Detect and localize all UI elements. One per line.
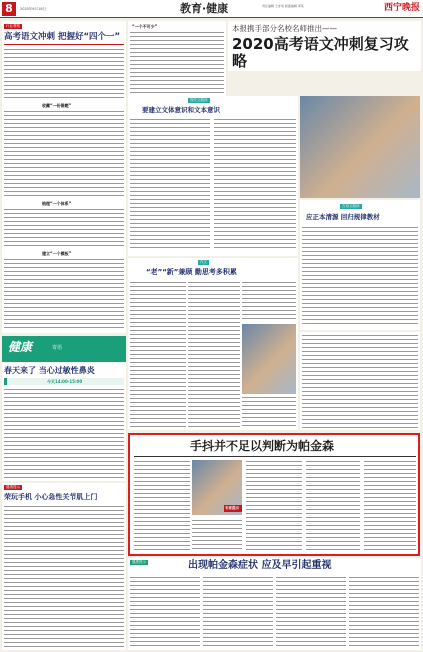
health-title: 春天来了 当心过敏性鼻炎	[4, 366, 95, 375]
feature-kicker: 本报携手部分名校名师推出——	[232, 24, 337, 33]
lower-left-title: 荣玩手机 小心急性关节肌上门	[4, 493, 98, 501]
section-title: 教育·健康	[180, 2, 229, 15]
lower-left-tag: 健康提示	[6, 485, 20, 489]
body-text	[4, 388, 124, 478]
body-text	[306, 460, 360, 552]
subheading: 建立“一个模板”	[42, 251, 72, 256]
health-article	[2, 363, 126, 481]
hotline-bar	[4, 378, 124, 385]
body-text	[4, 48, 124, 100]
photo-caption	[242, 396, 296, 426]
feature-headline	[232, 36, 418, 70]
health-subtitle: 寄语	[52, 345, 63, 351]
student-photo	[242, 324, 296, 394]
body-text	[4, 258, 124, 330]
ancient-poetry-section	[300, 200, 420, 330]
body-text	[192, 519, 242, 552]
body-text	[134, 460, 190, 552]
page-header	[0, 0, 423, 18]
body-text	[349, 576, 419, 648]
page-number: 8	[2, 2, 16, 16]
body-text	[130, 281, 186, 427]
body-text	[276, 576, 346, 648]
expert-badge	[224, 505, 242, 512]
body-text	[302, 334, 418, 428]
essay-title: “老”“新”兼顾 勤思考多积累	[146, 268, 237, 276]
reading-tag: 现代文阅读	[190, 98, 208, 102]
body-text	[242, 281, 296, 321]
classroom-photo	[300, 96, 420, 198]
subheading: 梳理“一个体系”	[42, 201, 72, 206]
lower-left-article	[2, 483, 126, 650]
hotline-time: 今天14:00-15:00	[47, 379, 83, 384]
body-text	[188, 281, 240, 427]
feature-banner	[228, 21, 421, 71]
left-article	[2, 21, 126, 333]
bottom-article-tag: 健康提示	[132, 560, 146, 564]
body-text	[214, 118, 296, 248]
body-text	[4, 208, 124, 248]
reading-title: 要建立文体意识和文本意识	[142, 106, 220, 114]
pull-quote: “一个不可少”	[132, 24, 158, 29]
bottom-article-title: 出现帕金森症状 应及早引起重视	[188, 560, 332, 571]
divider	[134, 456, 416, 457]
editor-credits: 责任编辑 王亦某 版面编辑 李某	[262, 4, 304, 8]
body-text	[246, 460, 302, 552]
health-logo: 健康	[8, 340, 33, 354]
essay-section	[128, 258, 298, 430]
essay-tag: 作文	[200, 260, 207, 264]
expert-badge-label: 专家提示	[225, 506, 239, 510]
bottom-article	[128, 558, 421, 650]
body-text	[302, 226, 418, 326]
left-article-title: 高考语文冲刺 把握好“四个一”	[4, 32, 121, 42]
boxed-title: 手抖并不足以判断为帕金森	[190, 439, 335, 453]
body-text	[4, 110, 124, 198]
highlighted-article-box	[128, 433, 420, 556]
health-banner	[2, 336, 126, 362]
body-text	[130, 576, 200, 648]
left-article-tag: 行业观察	[6, 24, 20, 28]
poetry-tag: 古诗文阅读	[342, 204, 360, 208]
issue-date: 2020年6月18日	[20, 7, 47, 11]
divider	[4, 44, 124, 45]
body-text	[364, 460, 416, 552]
newspaper-logo: 西宁晚报	[384, 3, 421, 13]
subheading: 收藏“一份错题”	[42, 103, 72, 108]
body-text	[203, 576, 273, 648]
feature-headline-text: 2020高考语文冲刺复习攻略	[232, 35, 409, 70]
reading-section	[128, 96, 298, 256]
body-text	[4, 505, 124, 647]
body-text	[130, 118, 210, 248]
right-lower-text	[300, 332, 420, 430]
poetry-title: 应正本清源 回归规律教材	[306, 213, 380, 221]
